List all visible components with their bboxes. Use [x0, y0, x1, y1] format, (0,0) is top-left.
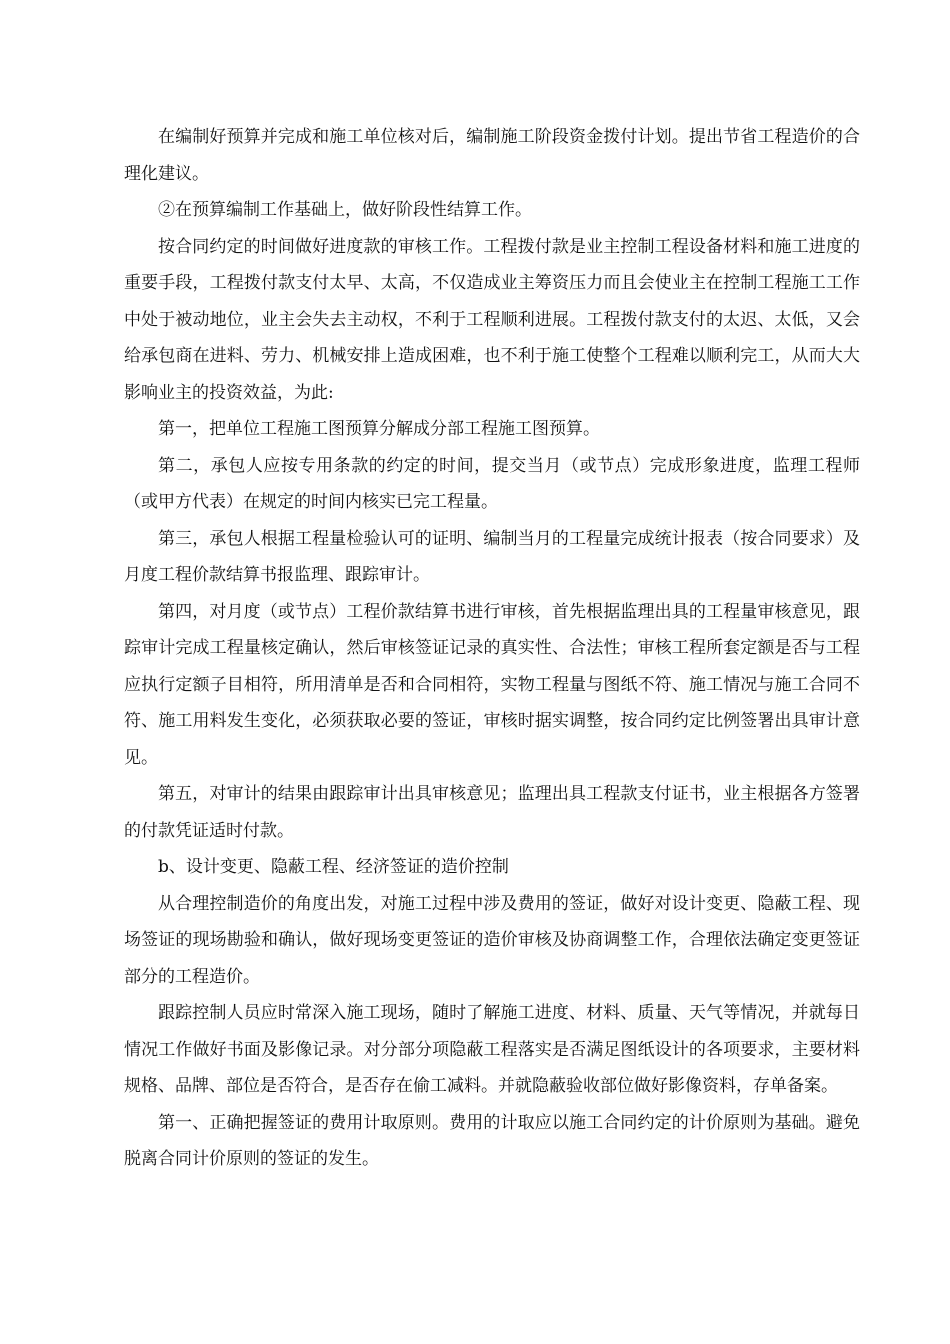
paragraph-step-one: 第一，把单位工程施工图预算分解成分部工程施工图预算。	[158, 419, 600, 439]
paragraph-budget-plan: 在编制好预算并完成和施工单位核对后，编制施工阶段资金拨付计划。提出节省工程造价的合理化建议。	[124, 127, 860, 184]
paragraph-progress-payment: 按合同约定的时间做好进度款的审核工作。工程拨付款是业主控制工程设备材料和施工进度的重要手段，工程拨付款支付太早、太高，不仅造成业主筹资压力而且会使业主在控制工程施工工作中处于被动地位，业主会失去主动权，不利于工程顺利进展。工程拨付款支付的太迟、太低，又会给承包商在进料、劳力、机械安排上造成困难，也不利于施工使整个工程难以顺利完工，从而大大影响业主的投资效益，为此:	[124, 236, 860, 403]
paragraph-visa-principle: 第一、正确把握签证的费用计取原则。费用的计取应以施工合同约定的计价原则为基础。避免脱离合同计价原则的签证的发生。	[124, 1112, 860, 1169]
section-heading-b: b、设计变更、隐蔽工程、经济签证的造价控制	[158, 857, 509, 877]
paragraph-site-tracking: 跟踪控制人员应时常深入施工现场，随时了解施工进度、材料、质量、天气等情况，并就每日情况工作做好书面及影像记录。对分部分项隐蔽工程落实是否满足图纸设计的各项要求，主要材料规格、品牌、部位是否符合，是否存在偷工减料。并就隐蔽验收部位做好影像资料，存单备案。	[124, 1003, 860, 1096]
paragraph-staged-settlement: ②在预算编制工作基础上，做好阶段性结算工作。	[158, 200, 532, 220]
paragraph-step-two: 第二，承包人应按专用条款的约定的时间，提交当月（或节点）完成形象进度，监理工程师（或甲方代表）在规定的时间内核实已完工程量。	[124, 455, 860, 512]
paragraph-step-four: 第四，对月度（或节点）工程价款结算书进行审核，首先根据监理出具的工程量审核意见，跟踪审计完成工程量核定确认，然后审核签证记录的真实性、合法性；审核工程所套定额是否与工程应执行定额子目相符，所用清单是否和合同相符，实物工程量与图纸不符、施工情况与施工合同不符、施工用料发生变化，必须获取必要的签证，审核时据实调整，按合同约定比例签署出具审计意见。	[124, 601, 860, 768]
document-body	[124, 119, 860, 1178]
paragraph-change-control: 从合理控制造价的角度出发，对施工过程中涉及费用的签证，做好对设计变更、隐蔽工程、现场签证的现场勘验和确认，做好现场变更签证的造价审核及协商调整工作，合理依法确定变更签证部分的工程造价。	[124, 893, 860, 987]
paragraph-step-three: 第三，承包人根据工程量检验认可的证明、编制当月的工程量完成统计报表（按合同要求）及月度工程价款结算书报监理、跟踪审计。	[124, 528, 860, 585]
paragraph-step-five: 第五，对审计的结果由跟踪审计出具审核意见；监理出具工程款支付证书，业主根据各方签署的付款凭证适时付款。	[124, 784, 860, 841]
